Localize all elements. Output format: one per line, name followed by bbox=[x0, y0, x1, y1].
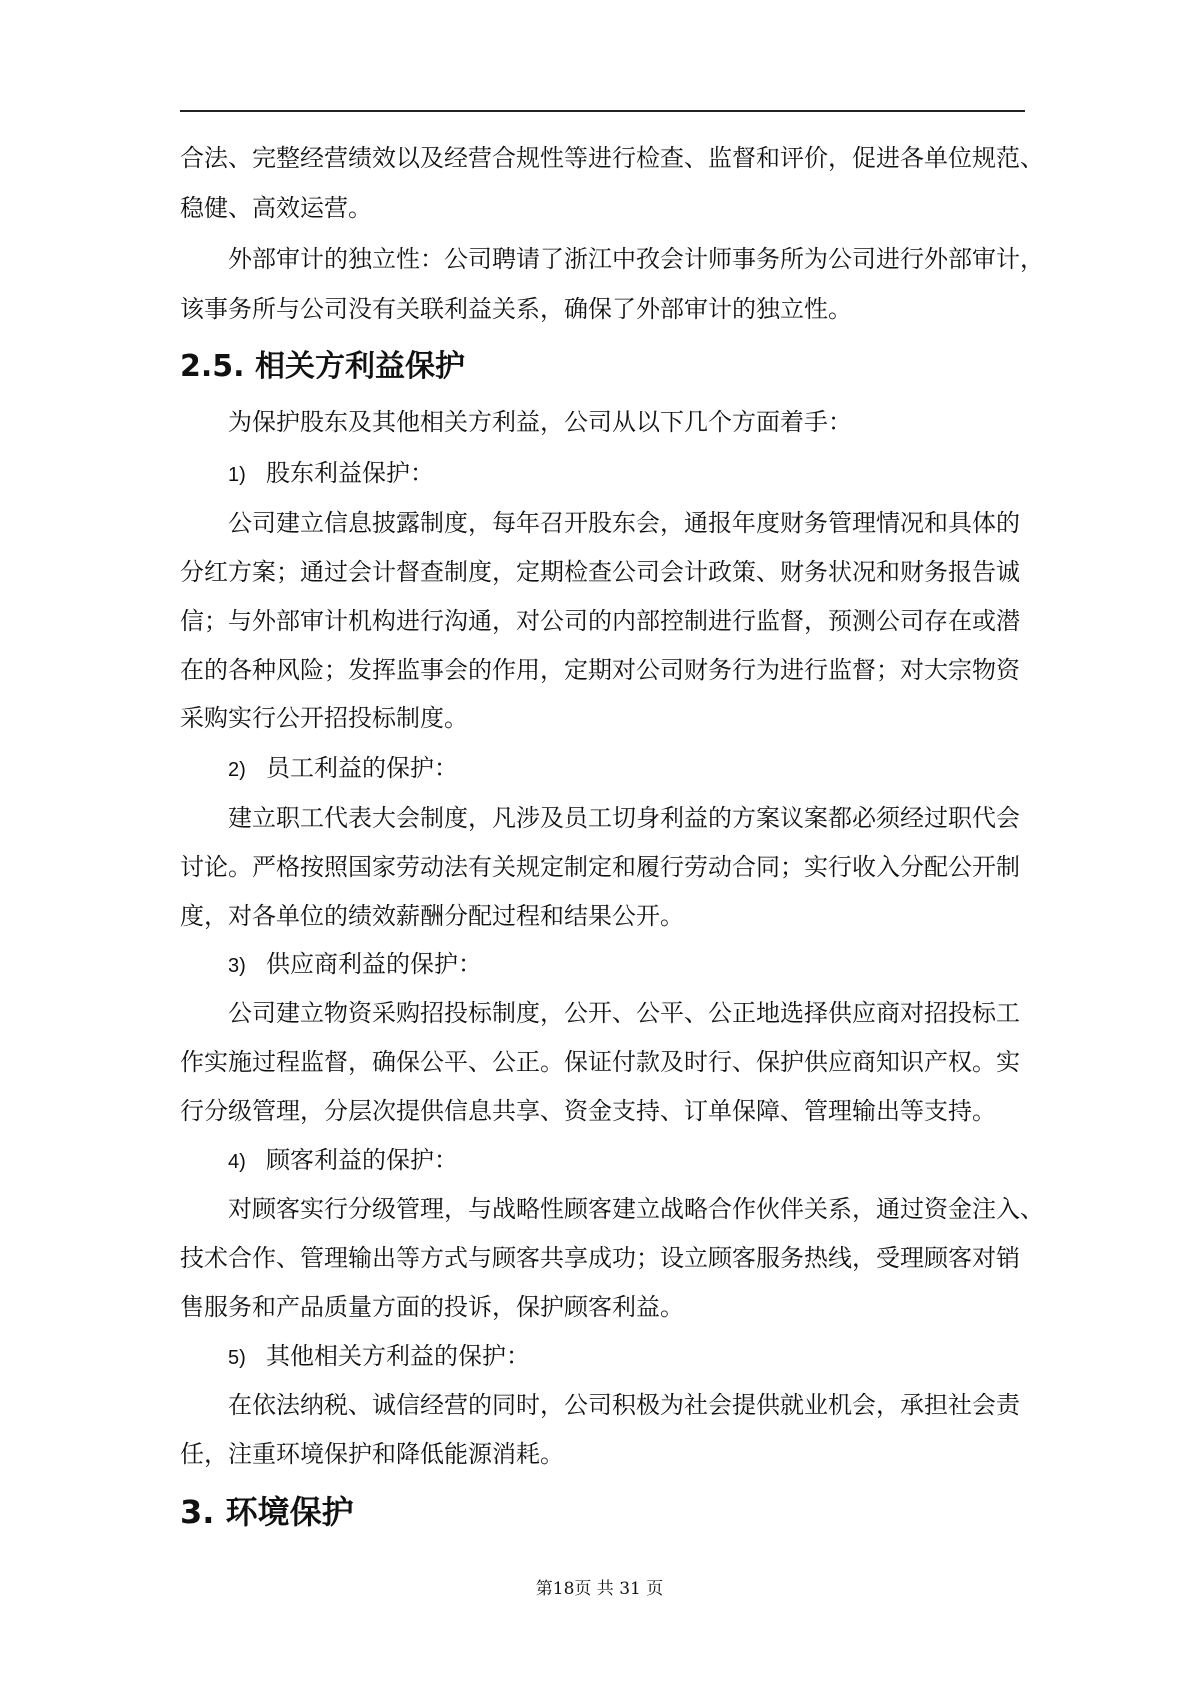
paragraph-line: 在的各种风险；发挥监事会的作用，定期对公司财务行为进行监督；对大宗物资 bbox=[180, 656, 1020, 684]
paragraph-line: 合法、完整经营绩效以及经营合规性等进行检查、监督和评价，促进各单位规范、 bbox=[180, 144, 1044, 172]
paragraph-line: 对顾客实行分级管理，与战略性顾客建立战略合作伙伴关系，通过资金注入、 bbox=[228, 1195, 1044, 1223]
header-rule bbox=[180, 110, 1025, 112]
paragraph-line: 建立职工代表大会制度，凡涉及员工切身利益的方案议案都必须经过职代会 bbox=[228, 804, 1020, 832]
paragraph-line: 技术合作、管理输出等方式与顾客共享成功；设立顾客服务热线，受理顾客对销 bbox=[180, 1244, 1020, 1272]
list-item-heading bbox=[228, 756, 458, 782]
paragraph-line: 采购实行公开招投标制度。 bbox=[180, 704, 468, 732]
paragraph-line: 作实施过程监督，确保公平、公正。保证付款及时行、保护供应商知识产权。实 bbox=[180, 1048, 1020, 1076]
list-item-heading bbox=[228, 952, 482, 978]
intro-paragraph: 为保护股东及其他相关方利益，公司从以下几个方面着手： bbox=[228, 408, 852, 436]
list-item-heading bbox=[228, 1344, 530, 1370]
paragraph-line: 信；与外部审计机构进行沟通，对公司的内部控制进行监督，预测公司存在或潜 bbox=[180, 607, 1020, 635]
paragraph-line: 稳健、高效运营。 bbox=[180, 194, 372, 222]
list-item-title: 股东利益保护： bbox=[266, 459, 434, 487]
list-item-heading bbox=[228, 1148, 458, 1174]
paragraph-line: 公司建立物资采购招投标制度，公开、公平、公正地选择供应商对招投标工 bbox=[228, 999, 1020, 1027]
list-item-number: 3) bbox=[228, 955, 246, 977]
paragraph-line: 售服务和产品质量方面的投诉，保护顾客利益。 bbox=[180, 1293, 684, 1321]
paragraph-line: 分红方案；通过会计督查制度，定期检查公司会计政策、财务状况和财务报告诚 bbox=[180, 558, 1020, 586]
list-item-number: 4) bbox=[228, 1151, 246, 1173]
paragraph-line: 公司建立信息披露制度，每年召开股东会，通报年度财务管理情况和具体的 bbox=[228, 509, 1020, 537]
page-footer: 第18页 共 31 页 bbox=[535, 1579, 664, 1599]
list-item-number: 2) bbox=[228, 759, 246, 781]
paragraph-line: 度，对各单位的绩效薪酬分配过程和结果公开。 bbox=[180, 902, 684, 930]
paragraph-line: 在依法纳税、诚信经营的同时，公司积极为社会提供就业机会，承担社会责 bbox=[228, 1391, 1020, 1419]
list-item-title: 其他相关方利益的保护： bbox=[266, 1342, 530, 1370]
list-item-title: 员工利益的保护： bbox=[266, 754, 458, 782]
paragraph-line: 该事务所与公司没有关联利益关系，确保了外部审计的独立性。 bbox=[180, 295, 852, 323]
list-item-title: 供应商利益的保护： bbox=[266, 950, 482, 978]
section-heading-2-5: 2.5. 相关方利益保护 bbox=[180, 349, 465, 384]
list-item-number: 5) bbox=[228, 1347, 246, 1369]
section-heading-3: 3. 环境保护 bbox=[180, 1493, 354, 1531]
paragraph-line: 讨论。严格按照国家劳动法有关规定制定和履行劳动合同；实行收入分配公开制 bbox=[180, 853, 1020, 881]
paragraph-line: 外部审计的独立性：公司聘请了浙江中孜会计师事务所为公司进行外部审计， bbox=[228, 245, 1044, 273]
list-item-title: 顾客利益的保护： bbox=[266, 1146, 458, 1174]
list-item-heading bbox=[228, 461, 434, 487]
paragraph-line: 任，注重环境保护和降低能源消耗。 bbox=[180, 1440, 564, 1468]
paragraph-line: 行分级管理，分层次提供信息共享、资金支持、订单保障、管理输出等支持。 bbox=[180, 1097, 996, 1125]
list-item-number: 1) bbox=[228, 464, 246, 486]
